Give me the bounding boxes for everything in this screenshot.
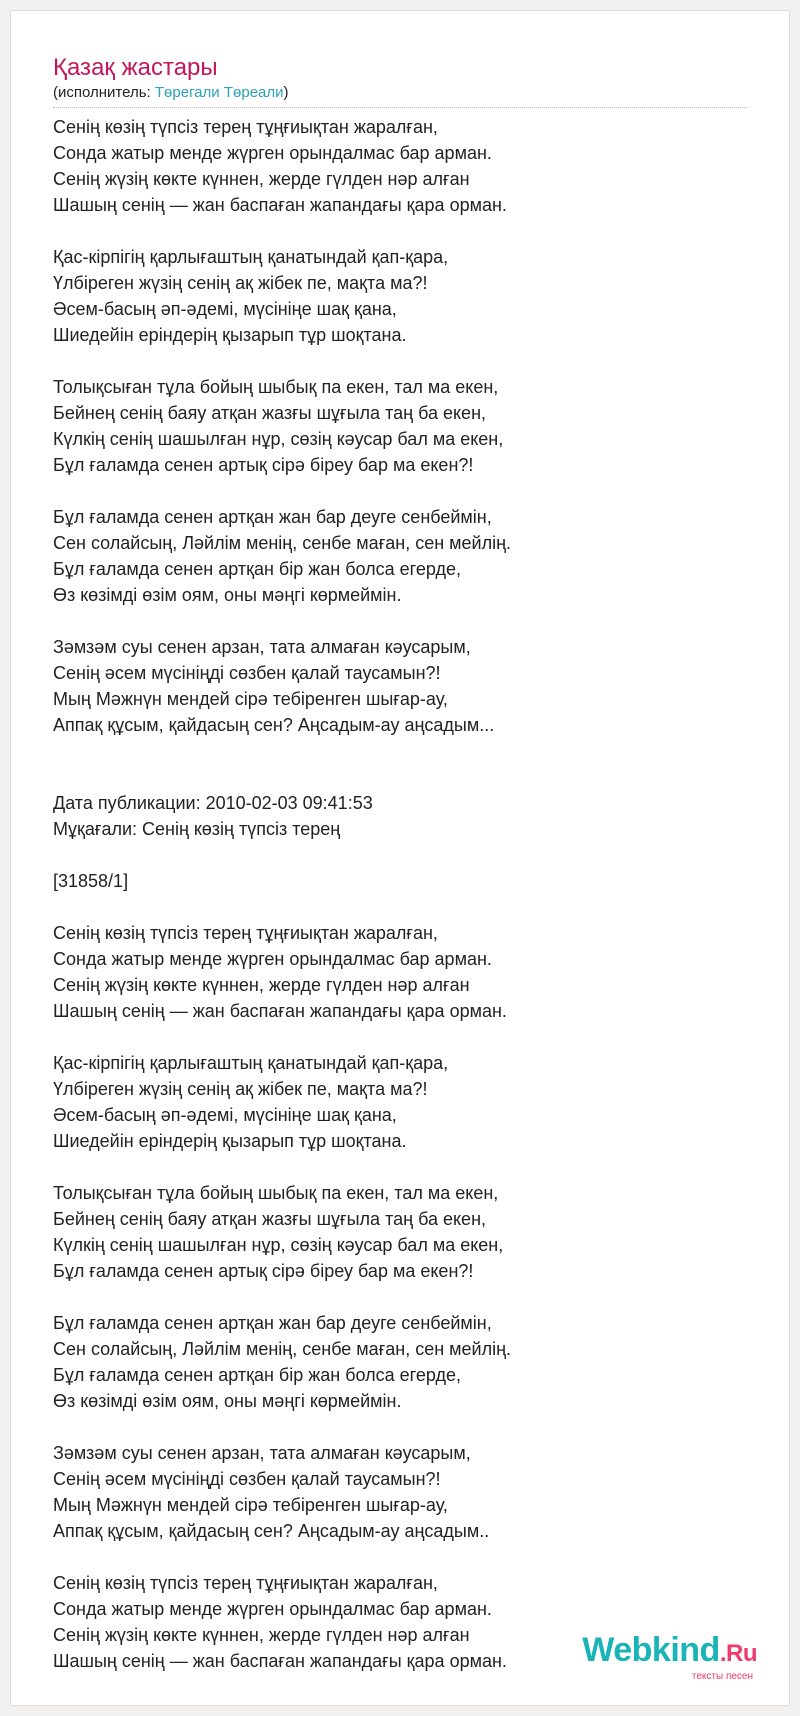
song-title: Қазақ жастары — [53, 54, 218, 81]
lyric-line: Әсем-басың әп-әдемі, мүсініңе шақ қана, — [53, 299, 397, 319]
song-code: [31858/1] — [53, 871, 129, 891]
lyric-line: Мың Мәжнүн мендей сірә тебіренген шығар-ау, — [53, 1495, 448, 1515]
lyric-line: Бұл ғаламда сенен артық сірә біреу бар ма екен?! — [53, 1261, 474, 1281]
stanza — [53, 1310, 753, 1414]
lyric-line: Толықсыған тұла бойың шыбық па екен, тал ма екен, — [53, 377, 499, 397]
stanza — [53, 1440, 753, 1544]
lyric-line: Шашың сенің — жан баспаған жапандағы қара орман. — [53, 1651, 507, 1671]
lyric-line: Бұл ғаламда сенен артқан бір жан болса егерде, — [53, 559, 461, 579]
lyric-line: Аппақ құсым, қайдасың сен? Аңсадым-ау аңсадым... — [53, 715, 495, 735]
stanza — [53, 504, 753, 608]
lyric-line: Сенің әсем мүсініңді сөзбен қалай таусамын?! — [53, 663, 441, 683]
lyric-line: Бұл ғаламда сенен артық сірә біреу бар ма екен?! — [53, 455, 474, 475]
stanza-gap — [53, 1284, 753, 1310]
lyric-line: Зәмзәм суы сенен арзан, тата алмаған кәусарым, — [53, 637, 471, 657]
lyric-line: Зәмзәм суы сенен арзан, тата алмаған кәусарым, — [53, 1443, 471, 1463]
page-container — [10, 10, 790, 1706]
stanza — [53, 1180, 753, 1284]
stanza — [53, 244, 753, 348]
logo-tld: .Ru — [719, 1640, 757, 1667]
lyric-line: Сонда жатыр менде жүрген орындалмас бар арман. — [53, 143, 492, 163]
lyric-line: Мың Мәжнүн мендей сірә тебіренген шығар-ау, — [53, 689, 448, 709]
lyric-line: Әсем-басың әп-әдемі, мүсініңе шақ қана, — [53, 1105, 397, 1125]
stanza-gap — [53, 478, 753, 504]
lyric-line: Сен солайсың, Ләйлім менің, сенбе маған, сен мейлің. — [53, 533, 512, 553]
lyric-line: Бұл ғаламда сенен артқан жан бар деуге сенбеймін, — [53, 1313, 492, 1333]
lyric-line: Сенің әсем мүсініңді сөзбен қалай таусамын?! — [53, 1469, 441, 1489]
lyric-line: Шашың сенің — жан баспаған жапандағы қара орман. — [53, 1001, 507, 1021]
artist-prefix: (исполнитель: — [53, 84, 155, 101]
stanza-gap — [53, 348, 753, 374]
webkind-logo[interactable] — [582, 1633, 757, 1683]
artist-suffix: ) — [283, 84, 289, 101]
stanza-gap — [53, 1024, 753, 1050]
lyric-line: Өз көзімді өзім оям, оны мәңгі көрмеймін. — [53, 1391, 402, 1411]
lyric-line: Сенің жүзің көкте күннен, жерде гүлден нәр алған — [53, 1625, 470, 1645]
lyric-line: Бұл ғаламда сенен артқан бір жан болса егерде, — [53, 1365, 461, 1385]
stanza — [53, 374, 753, 478]
logo-tagline: тексты песен — [691, 1671, 753, 1682]
lyric-line: Бейнең сенің баяу атқан жазғы шұғыла таң ба екен, — [53, 1209, 487, 1229]
logo-wordmark — [582, 1633, 757, 1671]
lyric-line: Шашың сенің — жан баспаған жапандағы қара орман. — [53, 195, 507, 215]
stanza — [53, 114, 753, 218]
stanza — [53, 1050, 753, 1154]
lyrics-bottom — [53, 920, 753, 1674]
stanza-gap — [53, 608, 753, 634]
stanza-gap — [53, 218, 753, 244]
lyric-line: Сенің көзің түпсіз терең тұңғиықтан жаралған, — [53, 923, 438, 943]
lyric-line: Аппақ құсым, қайдасың сен? Аңсадым-ау аңсадым.. — [53, 1521, 490, 1541]
lyric-line: Күлкің сенің шашылған нұр, сөзің кәусар бал ма екен, — [53, 429, 504, 449]
lyric-line: Шиедейін еріндерің қызарып тұр шоқтана. — [53, 1131, 407, 1151]
stanza-gap — [53, 1154, 753, 1180]
stanza-gap — [53, 1414, 753, 1440]
lyric-line: Күлкің сенің шашылған нұр, сөзің кәусар бал ма екен, — [53, 1235, 504, 1255]
lyric-line: Бұл ғаламда сенен артқан жан бар деуге сенбеймін, — [53, 507, 492, 527]
stanza-gap — [53, 1544, 753, 1570]
lyric-line: Сенің жүзің көкте күннен, жерде гүлден нәр алған — [53, 975, 470, 995]
publication-date: Дата публикации: 2010-02-03 09:41:53 — [53, 793, 373, 813]
lyric-line: Сенің көзің түпсіз терең тұңғиықтан жаралған, — [53, 117, 438, 137]
lyric-line: Сонда жатыр менде жүрген орындалмас бар арман. — [53, 949, 492, 969]
lyric-line: Сенің жүзің көкте күннен, жерде гүлден нәр алған — [53, 169, 470, 189]
lyrics-text — [53, 114, 753, 1674]
author-line: Мұқағали: Сенің көзің түпсіз терең — [53, 819, 341, 839]
lyrics-top — [53, 114, 753, 738]
lyric-line: Қас-кірпігің қарлығаштың қанатындай қап-қара, — [53, 1053, 449, 1073]
stanza — [53, 920, 753, 1024]
lyric-line: Сен солайсың, Ләйлім менің, сенбе маған, сен мейлің. — [53, 1339, 512, 1359]
lyric-line: Шиедейін еріндерің қызарып тұр шоқтана. — [53, 325, 407, 345]
lyric-line: Үлбіреген жүзің сенің ақ жібек пе, мақта ма?! — [53, 273, 428, 293]
stanza — [53, 634, 753, 738]
lyric-line: Қас-кірпігің қарлығаштың қанатындай қап-қара, — [53, 247, 449, 267]
section-gap — [53, 738, 753, 790]
title-divider — [53, 107, 747, 108]
artist-link[interactable]: Төрегали Төреали — [154, 84, 284, 101]
lyric-line: Сонда жатыр менде жүрген орындалмас бар арман. — [53, 1599, 492, 1619]
artist-line — [53, 83, 289, 103]
lyric-line: Толықсыған тұла бойың шыбық па екен, тал ма екен, — [53, 1183, 499, 1203]
logo-main-text: Webkind — [582, 1631, 720, 1669]
lyric-line: Өз көзімді өзім оям, оны мәңгі көрмеймін. — [53, 585, 402, 605]
lyric-line: Бейнең сенің баяу атқан жазғы шұғыла таң ба екен, — [53, 403, 487, 423]
lyric-line: Сенің көзің түпсіз терең тұңғиықтан жаралған, — [53, 1573, 438, 1593]
lyric-line: Үлбіреген жүзің сенің ақ жібек пе, мақта ма?! — [53, 1079, 428, 1099]
